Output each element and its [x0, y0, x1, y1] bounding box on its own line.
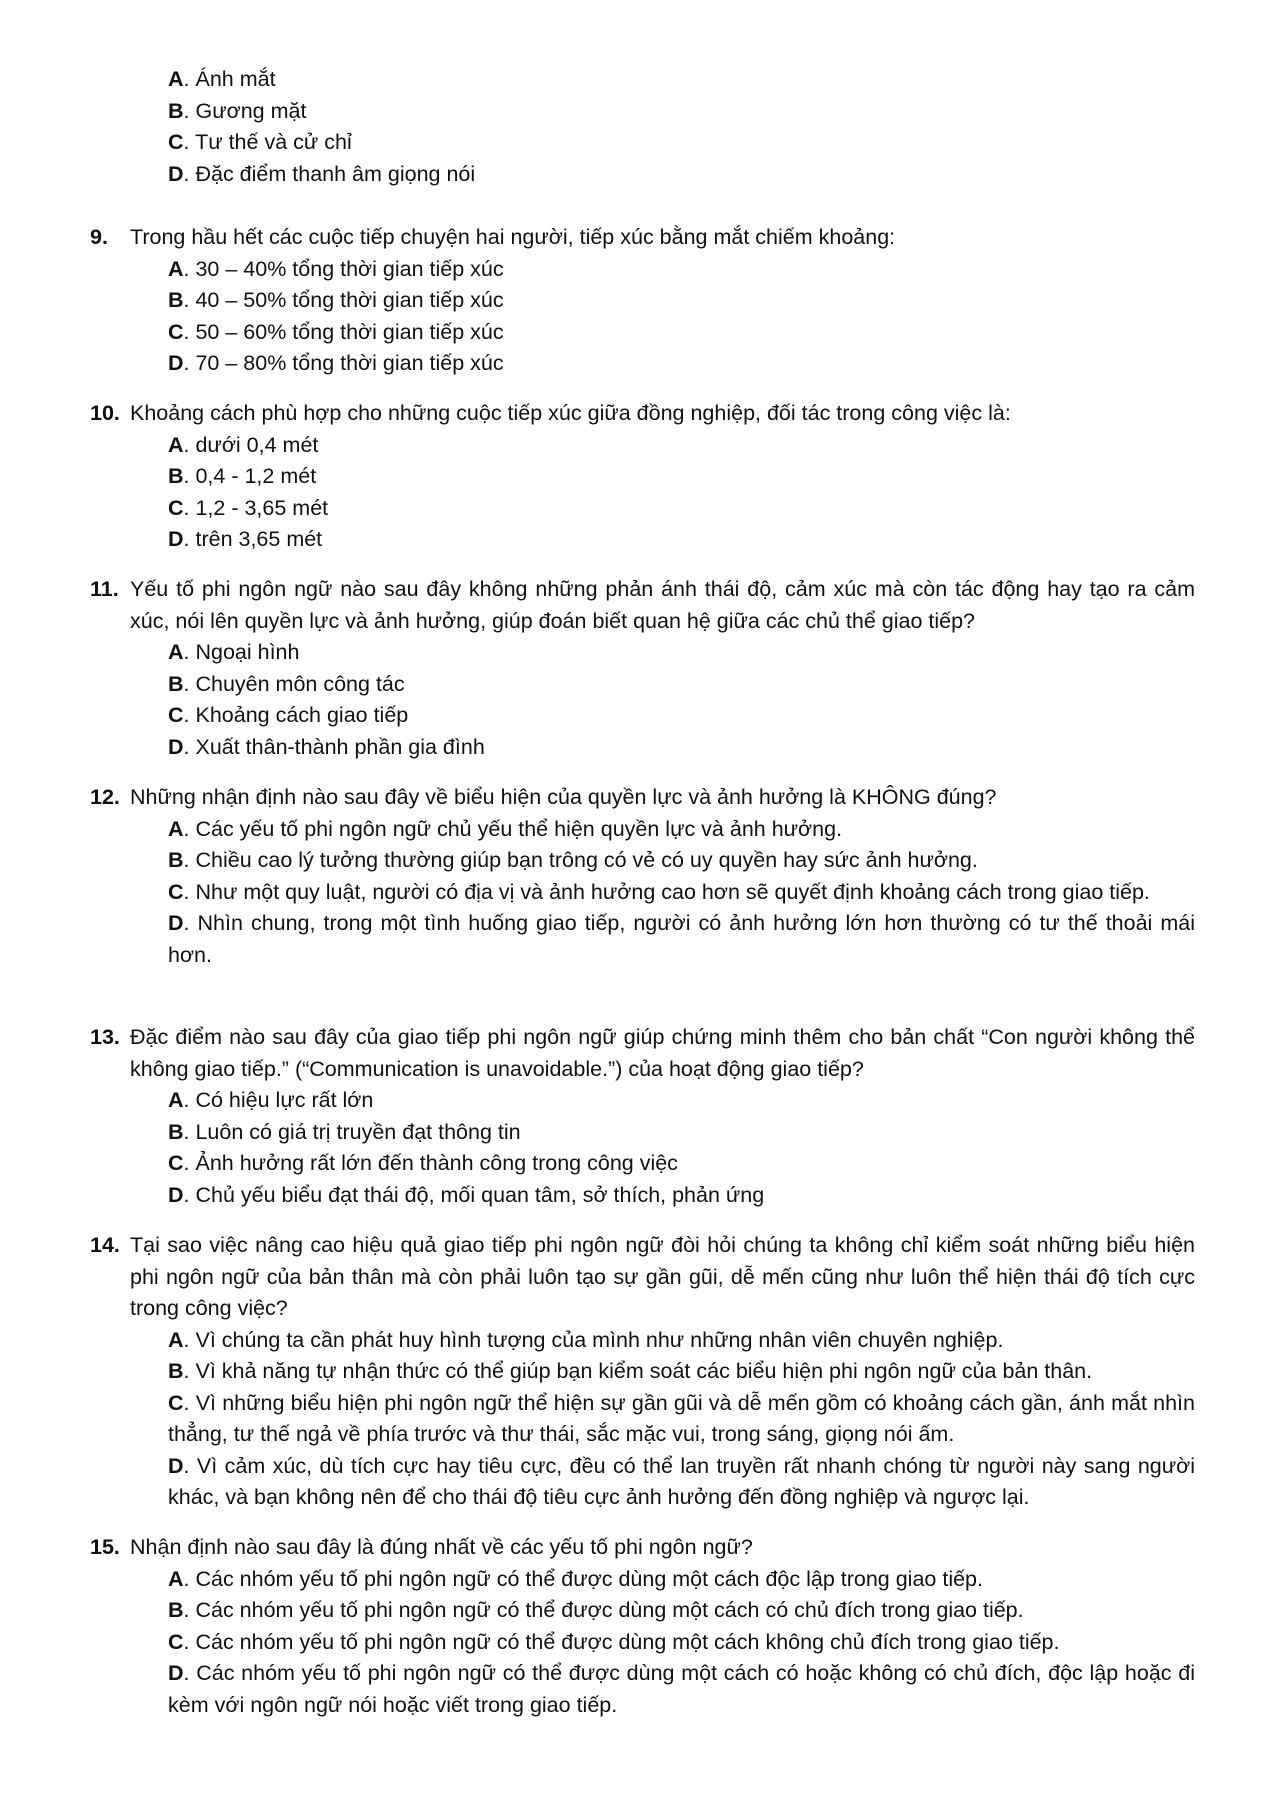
question-stem-block [90, 574, 1195, 637]
question-text: Khoảng cách phù hợp cho những cuộc tiếp xúc giữa đồng nghiệp, đối tác trong công việc là: [130, 401, 1011, 425]
option-b: B. Luôn có giá trị truyền đạt thông tin [168, 1119, 521, 1144]
option-list [168, 637, 1195, 763]
option-a: A. Ngoại hình [168, 640, 300, 664]
option-b: B. 0,4 - 1,2 mét [168, 464, 317, 488]
question-stem-block [90, 782, 1195, 814]
question-number: 13. [90, 1025, 120, 1049]
option-list [168, 814, 1195, 972]
option-b: B. Chiều cao lý tưởng thường giúp bạn trông có vẻ có uy quyền hay sức ảnh hưởng. [168, 848, 978, 872]
option-d: D. Vì cảm xúc, dù tích cực hay tiêu cực, đều có thể lan truyền rất nhanh chóng từ người này sang người khác, và bạn không nên để cho thái độ tiêu cực ảnh hưởng đến đồng nghiệp và ngược lại. [168, 1453, 1195, 1509]
option-b: B. Các nhóm yếu tố phi ngôn ngữ có thể được dùng một cách có chủ đích trong giao tiếp. [168, 1598, 1024, 1622]
option-list [168, 254, 1195, 380]
option-list [168, 430, 1195, 556]
option-list [168, 64, 1195, 190]
question-number: 11. [90, 577, 119, 601]
option-c: C. 50 – 60% tổng thời gian tiếp xúc [168, 319, 504, 344]
option-d: D. Xuất thân-thành phần gia đình [168, 734, 485, 759]
option-a: A. Các yếu tố phi ngôn ngữ chủ yếu thể hiện quyền lực và ảnh hưởng. [168, 816, 843, 841]
option-a: A. Vì chúng ta cần phát huy hình tượng của mình như những nhân viên chuyên nghiệp. [168, 1327, 1004, 1352]
option-b: B. Vì khả năng tự nhận thức có thể giúp bạn kiểm soát các biểu hiện phi ngôn ngữ của bản thân. [168, 1359, 1093, 1383]
option-list [168, 1085, 1195, 1211]
option-a: A. Ánh mắt [168, 67, 276, 91]
question-13 [90, 1022, 1195, 1211]
question-10 [90, 398, 1195, 556]
question-text: Yếu tố phi ngôn ngữ nào sau đây không những phản ánh thái độ, cảm xúc mà còn tác động hay tạo ra cảm xúc, nói lên quyền lực và ảnh hưởng, giúp đoán biết quan hệ giữa các chủ thể giao tiếp? [130, 577, 1195, 633]
question-14 [90, 1230, 1195, 1514]
option-a: A. Các nhóm yếu tố phi ngôn ngữ có thể được dùng một cách độc lập trong giao tiếp. [168, 1566, 983, 1591]
option-c: C. Như một quy luật, người có địa vị và ảnh hưởng cao hơn sẽ quyết định khoảng cách trong giao tiếp. [168, 879, 1150, 904]
option-d: D. Các nhóm yếu tố phi ngôn ngữ có thể được dùng một cách có hoặc không có chủ đích, độc lập hoặc đi kèm với ngôn ngữ nói hoặc viết trong giao tiếp. [168, 1661, 1195, 1717]
question-11 [90, 574, 1195, 763]
option-a: A. dưới 0,4 mét [168, 432, 319, 457]
question-text: Những nhận định nào sau đây về biểu hiện của quyền lực và ảnh hưởng là KHÔNG đúng? [130, 785, 997, 809]
option-d: D. 70 – 80% tổng thời gian tiếp xúc [168, 351, 504, 375]
question-8-tail [90, 64, 1195, 190]
question-text: Đặc điểm nào sau đây của giao tiếp phi ngôn ngữ giúp chứng minh thêm cho bản chất “Con người không thể không giao tiếp.” (“Communication is unavoidable.”) của hoạt động giao tiếp? [130, 1025, 1195, 1081]
option-d: D. Nhìn chung, trong một tình huống giao tiếp, người có ảnh hưởng lớn hơn thường có tư thế thoải mái hơn. [168, 911, 1195, 967]
question-stem-block [90, 222, 1195, 254]
option-d: D. Đặc điểm thanh âm giọng nói [168, 161, 476, 186]
question-number: 14. [90, 1233, 120, 1257]
question-number: 12. [90, 785, 120, 809]
question-number: 9. [90, 225, 108, 249]
question-text: Nhận định nào sau đây là đúng nhất về các yếu tố phi ngôn ngữ? [130, 1535, 753, 1559]
option-d: D. Chủ yếu biểu đạt thái độ, mối quan tâm, sở thích, phản ứng [168, 1182, 765, 1207]
question-number: 10. [90, 401, 120, 425]
option-c: C. Tư thế và cử chỉ [168, 130, 352, 154]
question-15 [90, 1532, 1195, 1721]
option-c: C. Ảnh hưởng rất lớn đến thành công trong công việc [168, 1151, 678, 1175]
option-c: C. Vì những biểu hiện phi ngôn ngữ thể hiện sự gần gũi và dễ mến gồm có khoảng cách gần, ánh mắt nhìn thẳng, tư thế ngả về phía trước và thư thái, sắc mặc vui, trong sáng, giọng nói ấm. [168, 1390, 1195, 1446]
option-a: A. 30 – 40% tổng thời gian tiếp xúc [168, 256, 504, 281]
question-stem-block [90, 398, 1195, 430]
option-c: C. Khoảng cách giao tiếp [168, 703, 409, 727]
question-text: Trong hầu hết các cuộc tiếp chuyện hai người, tiếp xúc bằng mắt chiếm khoảng: [130, 225, 896, 249]
option-list [168, 1325, 1195, 1514]
question-stem-block [90, 1230, 1195, 1325]
question-number: 15. [90, 1535, 120, 1559]
question-stem-block [90, 1532, 1195, 1564]
option-d: D. trên 3,65 mét [168, 527, 323, 551]
question-stem-block [90, 1022, 1195, 1085]
option-a: A. Có hiệu lực rất lớn [168, 1088, 374, 1112]
option-list [168, 1564, 1195, 1722]
question-9 [90, 222, 1195, 380]
question-12 [90, 782, 1195, 971]
question-text: Tại sao việc nâng cao hiệu quả giao tiếp phi ngôn ngữ đòi hỏi chúng ta không chỉ kiểm soát những biểu hiện phi ngôn ngữ của bản thân mà còn phải luôn tạo sự gần gũi, dễ mến cũng như luôn thể hiện thái độ tích cực trong công việc? [130, 1233, 1195, 1320]
option-c: C. Các nhóm yếu tố phi ngôn ngữ có thể được dùng một cách không chủ đích trong giao tiếp. [168, 1629, 1060, 1654]
option-b: B. 40 – 50% tổng thời gian tiếp xúc [168, 288, 504, 312]
option-c: C. 1,2 - 3,65 mét [168, 495, 329, 520]
option-b: B. Gương mặt [168, 98, 307, 123]
option-b: B. Chuyên môn công tác [168, 671, 405, 696]
